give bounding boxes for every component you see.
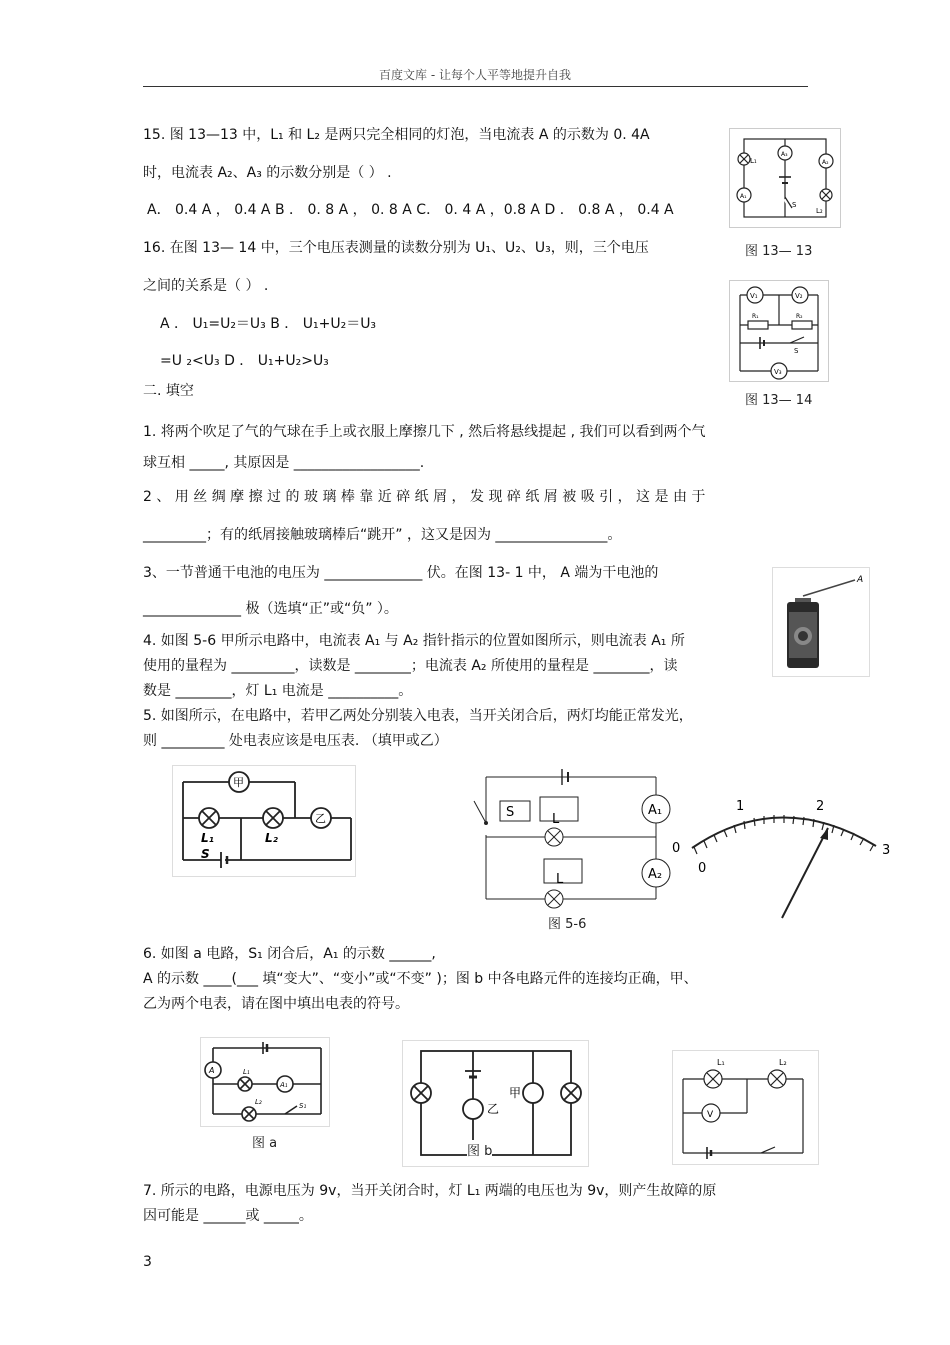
- figa-caption: 图 a: [252, 1136, 278, 1151]
- header-rule: [143, 86, 808, 87]
- figure-a: [200, 1037, 330, 1127]
- fig1313-label-l2: L₂: [816, 207, 823, 215]
- dial-tick-1: 1: [736, 799, 745, 814]
- f1-line2: 球互相 _____, 其原因是 __________________.: [143, 455, 425, 471]
- circuit-b-diagram: [403, 1041, 588, 1166]
- circuit-13-14-diagram: [730, 281, 828, 381]
- fig1314-label-r1: R₁: [752, 313, 759, 320]
- section-title: 二. 填空: [143, 383, 194, 399]
- f7-line1: 7. 所示的电路，电源电压为 9v，当开关闭合时，灯 L₁ 两端的电压也为 9v，则产生故障的原: [143, 1183, 717, 1199]
- figc-label-l2: L₂: [779, 1058, 787, 1067]
- fig1314-label-v3: V₃: [774, 368, 782, 376]
- figure-13-1-battery: [772, 567, 870, 677]
- battery-label-a: A: [857, 575, 864, 585]
- q15-line1: 15. 图 13—13 中，L₁ 和 L₂ 是两只完全相同的灯泡，当电流表 A 的示数为 0. 4A: [143, 127, 650, 143]
- dial-tick-0-top: 0: [672, 841, 681, 856]
- figure-q7: [672, 1050, 819, 1165]
- q16-line1: 16. 在图 13— 14 中，三个电压表测量的读数分别为 U₁、U₂、U₃，则，三个电压: [143, 240, 649, 256]
- fig5jia-label-jia: 甲: [233, 776, 244, 789]
- fig1313-label-a2: A₂: [822, 159, 829, 166]
- page-header: 百度文库 - 让每个人平等地提升自我: [379, 68, 571, 82]
- figure-13-13: [729, 128, 841, 228]
- page-number: 3: [143, 1254, 152, 1270]
- fig1313-label-a1: A₁: [740, 193, 747, 200]
- fig1314-label-v1: V₁: [750, 292, 758, 300]
- figa-label-a1: A₁: [280, 1081, 288, 1089]
- figure-13-14: [729, 280, 829, 382]
- dial-tick-0-bottom: 0: [698, 861, 707, 876]
- f4-line1: 4. 如图 5-6 甲所示电路中，电流表 A₁ 与 A₂ 指针指示的位置如图所示，则电流表 A₁ 所: [143, 633, 685, 649]
- figure-5-6-circuit: [470, 765, 680, 910]
- fig5jia-label-yi: 乙: [315, 812, 326, 825]
- circuit-jia-diagram: [173, 766, 355, 876]
- fig1314-label-s: S: [794, 347, 799, 355]
- circuit-q7-diagram: [673, 1051, 818, 1164]
- fig5jia-label-l2: L₂: [265, 831, 278, 845]
- figa-label-a: A: [209, 1066, 215, 1075]
- q15-line2: 时，电流表 A₂、A₃ 的示数分别是（ ） .: [143, 165, 392, 181]
- circuit-a-diagram: [201, 1038, 329, 1126]
- f6-line3: 乙为两个电表，请在图中填出电表的符号。: [143, 996, 409, 1012]
- fig5jia-label-s: S: [201, 847, 210, 861]
- figure-5-6-jia: [172, 765, 356, 877]
- figa-label-s1: S₁: [299, 1102, 307, 1110]
- circuit-13-13-diagram: [730, 129, 840, 227]
- fig56-label-s: S: [506, 805, 515, 820]
- fig1314-label-v2: V₂: [795, 292, 803, 300]
- ammeter-dial-graphic: [670, 790, 900, 920]
- q15-options: A． 0.4 A ， 0.4 A B ． 0. 8 A ， 0. 8 A C． 0. 4 A ，0.8 A D ． 0.8 A ， 0.4 A: [147, 202, 674, 218]
- battery-image: [773, 568, 869, 676]
- figb-label-jia: 甲: [509, 1086, 522, 1100]
- fig56-label-a2: A₂: [648, 867, 663, 882]
- q16-line2: 之间的关系是（ ） .: [143, 278, 269, 294]
- figc-label-l1: L₁: [717, 1058, 725, 1067]
- dial-tick-2: 2: [816, 799, 825, 814]
- f5-line2: 则 _________ 处电表应该是电压表. （填甲或乙）: [143, 733, 448, 749]
- fig56-label-l1: L: [552, 812, 560, 827]
- f2-line2: _________；有的纸屑接触玻璃棒后“跳开” ，这又是因为 ________________。: [143, 527, 622, 543]
- fig1314-label-r2: R₂: [796, 313, 803, 320]
- f7-line2: 因可能是 ______或 _____。: [143, 1208, 313, 1224]
- figure-b: [402, 1040, 589, 1167]
- f4-line2: 使用的量程为 _________，读数是 ________；电流表 A₂ 所使用的量程是 ________，读: [143, 658, 678, 674]
- fig1313-label-l1: L₁: [750, 157, 757, 165]
- f3-line2: ______________ 极（选填“正”或“负” ）。: [143, 601, 398, 617]
- figc-label-v: V: [707, 1110, 714, 1120]
- f6-line2: A 的示数 ____(___ 填“变大”、“变小”或“不变” )；图 b 中各电路元件的连接均正确，甲、: [143, 971, 698, 987]
- fig1313-caption: 图 13— 13: [745, 244, 813, 259]
- f4-line3: 数是 ________，灯 L₁ 电流是 __________。: [143, 683, 413, 699]
- q16-options-cd: =U ₂<U₃ D ． U₁+U₂>U₃: [160, 353, 329, 369]
- fig1313-label-s: S: [792, 201, 797, 209]
- fig56-label-a1: A₁: [648, 803, 663, 818]
- f6-line1: 6. 如图 a 电路，S₁ 闭合后，A₁ 的示数 ______,: [143, 946, 436, 962]
- f2-line1: 2 、 用 丝 绸 摩 擦 过 的 玻 璃 棒 靠 近 碎 纸 屑 ， 发 现 碎 纸 屑 被 吸 引 ， 这 是 由 于: [143, 489, 706, 505]
- fig1313-label-a3: A₃: [781, 151, 788, 158]
- figa-label-l1: L₁: [243, 1068, 250, 1076]
- fig1314-caption: 图 13— 14: [745, 393, 813, 408]
- fig56-label-l2: L: [556, 872, 564, 887]
- figa-label-l2: L₂: [255, 1098, 262, 1106]
- figb-label-yi: 乙: [487, 1102, 500, 1116]
- f3-line1: 3、一节普通干电池的电压为 ______________ 伏。在图 13- 1 中， A 端为干电池的: [143, 565, 659, 581]
- f5-line1: 5. 如图所示，在电路中，若甲乙两处分别装入电表，当开关闭合后，两灯均能正常发光，: [143, 708, 693, 724]
- fig5jia-label-l1: L₁: [201, 831, 214, 845]
- dial-tick-3: 3: [882, 843, 891, 858]
- fig56-caption: 图 5-6: [548, 917, 587, 932]
- figb-caption: 图 b: [467, 1140, 492, 1159]
- f1-line1: 1. 将两个吹足了气的气球在手上或衣服上摩擦几下 , 然后将悬线提起 , 我们可以看到两个气: [143, 424, 706, 440]
- circuit-5-6-diagram: [470, 765, 680, 910]
- figure-ammeter-dial: [670, 790, 900, 920]
- q16-options-ab: A ． U₁=U₂＝U₃ B ． U₁+U₂＝U₃: [160, 316, 377, 332]
